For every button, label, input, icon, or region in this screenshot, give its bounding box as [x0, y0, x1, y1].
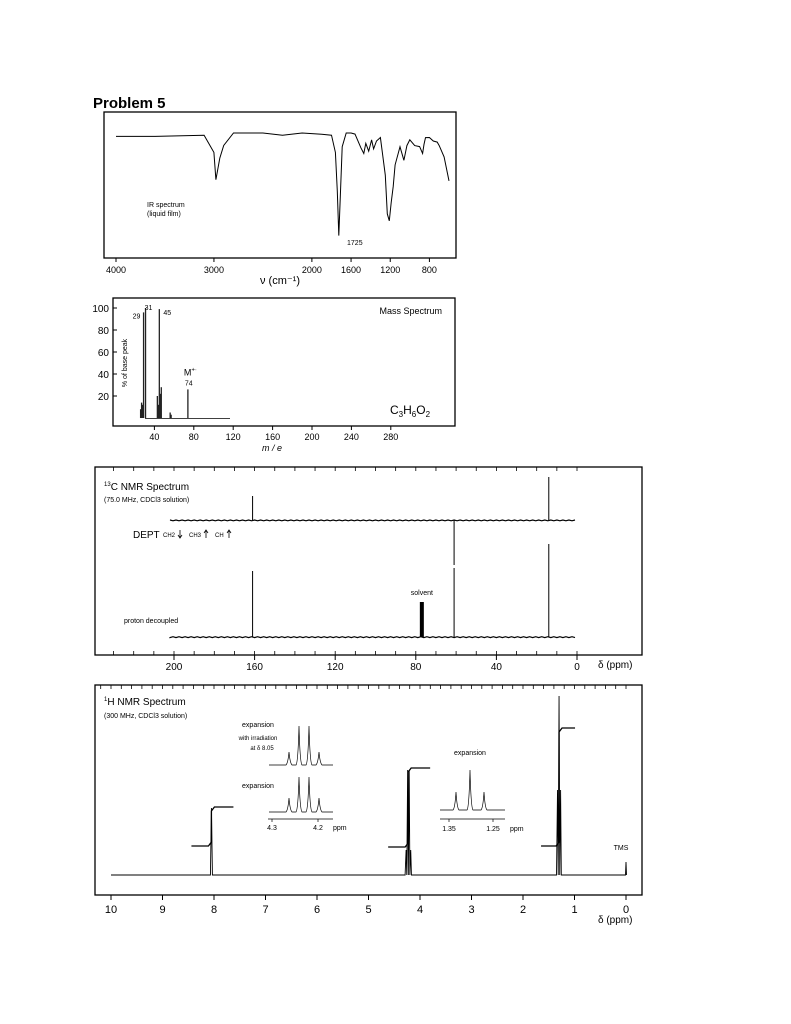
- ms-y-tick-label: 80: [97, 326, 109, 337]
- h1-x-tick-label: 1: [571, 904, 578, 916]
- ms-peak-label-29: 29: [132, 313, 141, 321]
- c13-x-tick-label: 120: [326, 662, 344, 673]
- ms-x-tick-label: 80: [188, 432, 199, 442]
- exp1-label-2: expansion: [242, 783, 274, 790]
- ir-x-tick-label: 800: [421, 265, 437, 275]
- dept-legend-ch3: CH3: [189, 533, 202, 539]
- ms-molecular-ion: M+·: [183, 367, 197, 378]
- h1-x-tick-label: 7: [262, 904, 269, 916]
- ms-x-axis-label: m / e: [261, 443, 283, 453]
- c13-x-tick-label: 80: [410, 662, 422, 673]
- exp1-unit: ppm: [333, 825, 347, 832]
- ir-subtitle: (liquid film): [147, 211, 181, 218]
- c13-frame: [95, 467, 642, 655]
- problem-title: Problem 5: [93, 95, 166, 112]
- exp1-trace: [269, 777, 333, 812]
- c13-decoupled-baseline: [170, 637, 575, 638]
- c13-x-tick-label: 200: [165, 662, 183, 673]
- exp2-tick-label: 1.25: [486, 826, 500, 833]
- h1-integral-curve: [191, 807, 233, 846]
- c13-dept-baseline: [170, 520, 575, 521]
- h1-x-axis-label: δ (ppm): [598, 915, 633, 926]
- exp2-tick-label: 1.35: [442, 826, 456, 833]
- dept-arrow-up-icon: [227, 530, 231, 538]
- h1-title: $^1$H NMR Spectrum: [104, 697, 186, 708]
- ms-x-tick-label: 280: [383, 432, 399, 442]
- ir-trace: [116, 133, 449, 236]
- h1-x-tick-label: 6: [313, 904, 321, 916]
- ms-y-axis-label: % of base peak: [122, 338, 129, 388]
- exp1-irradiation-value: at δ 8.05: [250, 746, 274, 752]
- ms-x-tick-label: 120: [225, 432, 241, 442]
- ir-x-tick-label: 3000: [203, 265, 224, 275]
- c13-solvent-peak: [420, 602, 424, 637]
- h1-spectrum-trace: [111, 696, 627, 875]
- c13-dept-label: DEPT: [133, 530, 160, 541]
- h1-chart: [95, 685, 642, 926]
- ir-annotation-1725: 1725: [347, 240, 363, 247]
- h1-conditions: (300 MHz, CDCl3 solution): [104, 713, 188, 720]
- ms-peak-label-31: 31: [144, 305, 153, 312]
- ir-title: IR spectrum: [147, 202, 185, 209]
- exp2-label: expansion: [454, 750, 486, 757]
- ir-x-tick-label: 1600: [341, 265, 362, 275]
- ms-y-tick-label: 20: [97, 392, 109, 403]
- exp1-irradiated-trace: [269, 726, 333, 765]
- c13-x-tick-label: 0: [574, 662, 580, 673]
- h1-x-tick-label: 10: [104, 904, 118, 916]
- c13-conditions: (75.0 MHz, CDCl3 solution): [104, 497, 190, 504]
- h1-tms-label: TMS: [613, 845, 629, 852]
- c13-chart: [95, 467, 642, 673]
- dept-legend-ch2: CH2: [163, 533, 176, 539]
- ms-peak-label-45: 45: [163, 310, 172, 318]
- dept-arrow-up-icon: [204, 530, 208, 538]
- exp2-trace: [440, 770, 505, 810]
- h1-x-tick-label: 5: [365, 904, 372, 916]
- ms-title: Mass Spectrum: [379, 306, 442, 316]
- ms-molecular-ion-value: 74: [184, 380, 193, 388]
- ir-x-tick-label: 2000: [301, 265, 322, 275]
- ir-x-axis-label: ν (cm⁻¹): [259, 275, 301, 287]
- exp1-irradiation-label: with irradiation: [238, 736, 278, 742]
- ir-x-tick-label: 4000: [105, 265, 127, 275]
- ms-formula: $C_3H_6O_2$: [390, 403, 431, 419]
- ms-x-tick-label: 240: [343, 432, 359, 442]
- exp1-tick-label: 4.3: [267, 825, 277, 832]
- c13-solvent-label: solvent: [410, 590, 433, 597]
- ms-x-tick-label: 160: [265, 432, 281, 442]
- h1-x-tick-label: 3: [468, 904, 475, 916]
- exp2-unit: ppm: [510, 826, 524, 833]
- ms-x-tick-label: 200: [304, 432, 320, 442]
- c13-x-axis-label: δ (ppm): [598, 660, 633, 671]
- h1-x-tick-label: 4: [416, 904, 424, 916]
- ir-chart: [104, 112, 456, 287]
- ms-chart: [92, 298, 455, 453]
- ir-x-tick-label: 1200: [380, 265, 401, 275]
- dept-legend-ch: CH: [215, 533, 224, 539]
- c13-x-tick-label: 160: [246, 662, 263, 673]
- ms-y-tick-label: 40: [97, 370, 109, 381]
- h1-x-tick-label: 9: [159, 904, 166, 916]
- ir-frame: [104, 112, 456, 258]
- c13-decoupled-label: proton decoupled: [124, 618, 179, 625]
- h1-x-tick-label: 0: [622, 904, 630, 916]
- h1-x-tick-label: 2: [519, 904, 527, 916]
- c13-title: $^{13}$C NMR Spectrum: [104, 482, 190, 493]
- dept-arrow-down-icon: [178, 530, 182, 538]
- ms-y-tick-label: 100: [92, 304, 109, 315]
- exp1-label: expansion: [242, 722, 274, 729]
- exp1-tick-label: 4.2: [313, 825, 323, 832]
- h1-x-tick-label: 8: [210, 904, 218, 916]
- ms-x-tick-label: 40: [149, 432, 160, 442]
- ms-y-tick-label: 60: [97, 348, 109, 359]
- c13-x-tick-label: 40: [490, 662, 502, 673]
